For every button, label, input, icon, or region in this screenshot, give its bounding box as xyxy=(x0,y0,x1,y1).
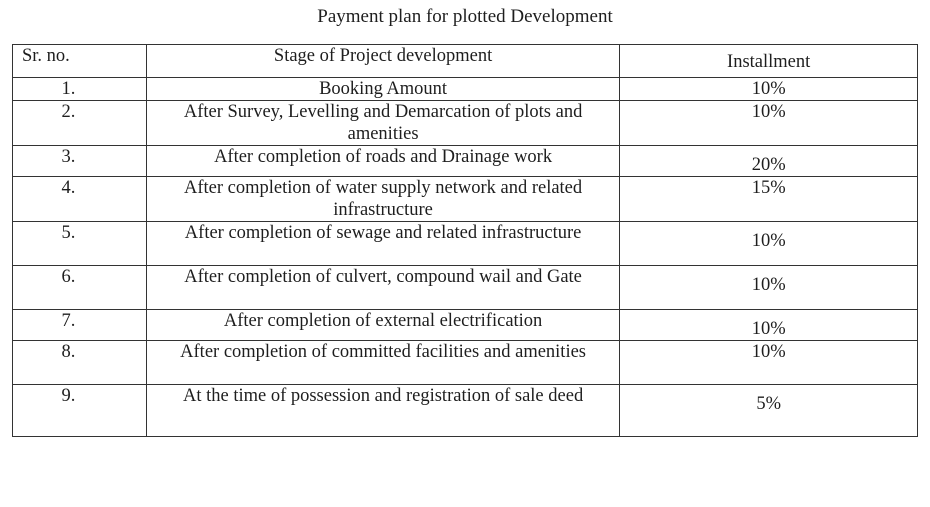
row-sr-no: 6. xyxy=(13,266,147,310)
table-row xyxy=(13,310,918,341)
row-sr-no: 9. xyxy=(13,385,147,437)
row-stage: Booking Amount xyxy=(146,78,619,101)
row-installment: 15% xyxy=(620,177,918,222)
header-installment: Installment xyxy=(620,45,918,78)
row-stage: After completion of culvert, compound wail and Gate xyxy=(146,266,619,310)
row-stage: After completion of roads and Drainage work xyxy=(146,146,619,177)
row-installment: 10% xyxy=(620,341,918,385)
row-stage: After completion of external electrification xyxy=(146,310,619,341)
document-title: Payment plan for plotted Development xyxy=(317,6,613,27)
row-sr-no: 5. xyxy=(13,222,147,266)
table-row xyxy=(13,385,918,437)
row-stage: After completion of committed facilities and amenities xyxy=(146,341,619,385)
row-stage: After completion of water supply network and related infrastructure xyxy=(146,177,619,222)
row-sr-no: 8. xyxy=(13,341,147,385)
row-installment: 10% xyxy=(620,222,918,266)
table-header-row xyxy=(13,45,918,78)
payment-plan-table xyxy=(12,44,918,437)
header-sr-no: Sr. no. xyxy=(13,45,147,78)
row-installment: 10% xyxy=(620,78,918,101)
table-row xyxy=(13,341,918,385)
row-sr-no: 3. xyxy=(13,146,147,177)
row-sr-no: 1. xyxy=(13,78,147,101)
table-row xyxy=(13,266,918,310)
table-row xyxy=(13,101,918,146)
row-installment: 20% xyxy=(620,146,918,177)
table-row xyxy=(13,222,918,266)
table-row xyxy=(13,146,918,177)
row-sr-no: 2. xyxy=(13,101,147,146)
row-stage: After completion of sewage and related infrastructure xyxy=(146,222,619,266)
row-sr-no: 7. xyxy=(13,310,147,341)
row-stage: After Survey, Levelling and Demarcation of plots and amenities xyxy=(146,101,619,146)
row-installment: 10% xyxy=(620,310,918,341)
table-row xyxy=(13,177,918,222)
header-stage: Stage of Project development xyxy=(146,45,619,78)
row-sr-no: 4. xyxy=(13,177,147,222)
row-stage: At the time of possession and registration of sale deed xyxy=(146,385,619,437)
row-installment: 5% xyxy=(620,385,918,437)
table-row xyxy=(13,78,918,101)
row-installment: 10% xyxy=(620,101,918,146)
row-installment: 10% xyxy=(620,266,918,310)
